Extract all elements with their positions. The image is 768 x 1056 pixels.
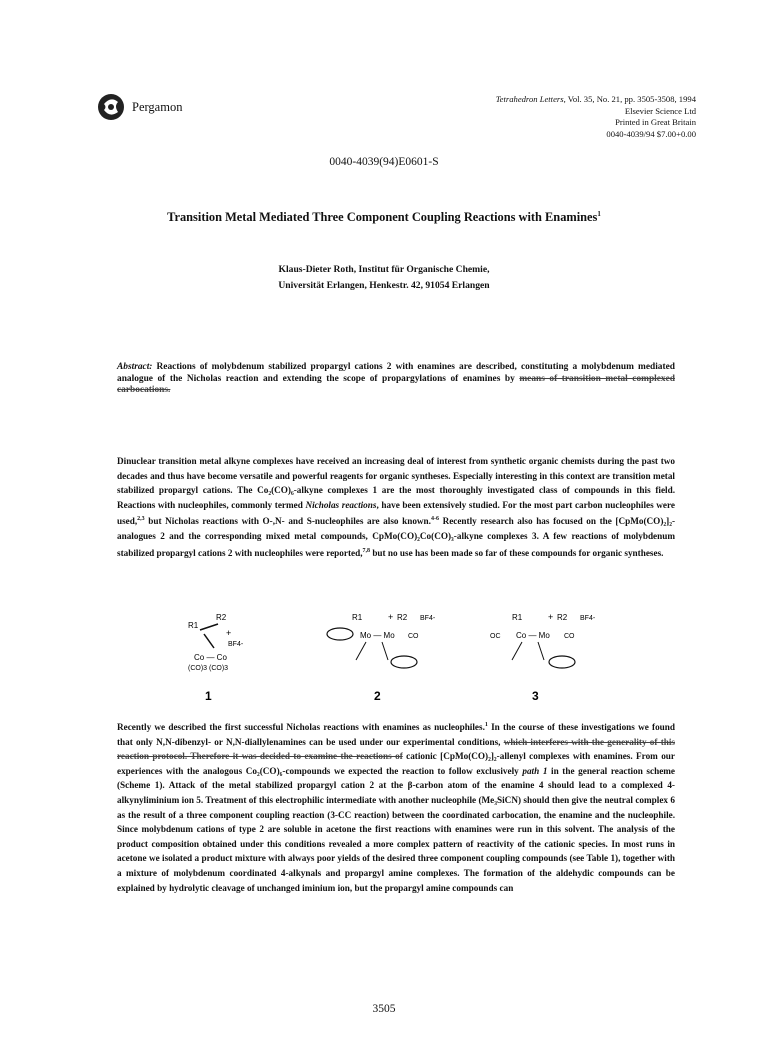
p1-text-b: , have been extensively studied. For the most part carbon nucleophiles were used,: [117, 499, 675, 527]
s1-co-ligands: (CO)3 (CO)3: [188, 665, 229, 672]
printed-line: Printed in Great Britain: [615, 117, 696, 127]
p1-nicholas-term: Nicholas reactions: [305, 499, 377, 510]
p1-ref-1: 2,3: [137, 516, 145, 523]
s2-co-bond-1: [356, 642, 366, 660]
p2-text-d: in the general reaction scheme (Scheme 1). Attack of the metal stabilized propargyl cation 2 at the β-carbon atom of the enamine 4 should lead to a complexed 4-alkynyliminium ion 5. Treatment of this electrophilic intermediate with another nucleophile (Me₃SiCN) should then give the neutral complex 6 as the result of a three component coupling reaction (3-CC reaction) between the coordinated carbocation, the enamine and the nucleophile. Since molybdenum cations of type 2 are soluble in acetone the first reactions with enamines were run in this solvent. The analysis of the product composition obtained under this conditions revealed a more complex pattern of reactivity of the cationic species. In most runs in acetone we isolated a product mixture with always poor yields of the desired three component coupling compounds (see Table 1), together with a mixture of molybdenum coordinated 4-alkynals and propargyl amine complexes. The formation of the aldehydic compounds can be explained by hydrolytic cleavage of unchanged iminium ion, but the propargyl amine compounds can: [117, 765, 675, 893]
p2-text-b: In the course of these investigations we found that only N,N-dibenzyl- or N,N-diallylenamines can be used under our experimental conditions,: [117, 722, 676, 747]
structure-scheme: [160, 608, 630, 708]
s2-plus: +: [388, 612, 394, 622]
s2-co-bond-2: [382, 642, 388, 660]
s1-bond: [200, 624, 218, 630]
p2-text-c: cationic [CpMo(CO)₂]₂-allenyl complexes with enamines. From our experiences with the analogous Co₂(CO)₆-compounds we expected the reaction to follow exclusively: [117, 751, 675, 776]
page-number: 3505: [372, 1003, 396, 1015]
title-text: Transition Metal Mediated Three Component Coupling Reactions with Enamines: [167, 210, 598, 225]
structure-3: [490, 612, 596, 703]
title-footnote: 1: [597, 210, 601, 218]
s3-r2: R2: [557, 613, 568, 622]
p1-text-d: Recently research also has focused on the [CpMo(CO)₂]₂-analogues 2 and the corresponding mixed metal compounds, CpMo(CO)₂Co(CO)₃-alkyne complexes 3. A few reactions of molybdenum stabilized propargyl cations 2 with nucleophiles were reported,: [117, 516, 676, 558]
author-line-2: Universität Erlangen, Henkestr. 42, 91054 Erlangen: [278, 280, 490, 291]
abstract-label: Abstract:: [117, 362, 153, 372]
p2-path-term: path 1: [522, 765, 548, 776]
price-line: 0040-4039/94 $7.00+0.00: [606, 128, 696, 139]
journal-name: Tetrahedron Letters: [495, 94, 564, 104]
s3-como: Co — Mo: [516, 631, 550, 640]
s2-cp-left-icon: [327, 628, 353, 640]
s1-number: 1: [205, 689, 212, 703]
s3-co-bond-2: [538, 642, 544, 660]
p1-text-c: but Nicholas reactions with O-,N- and S-nucleophiles are also known.: [144, 516, 431, 527]
s1-plus: +: [226, 628, 232, 638]
s2-r1: R1: [352, 613, 363, 622]
author-line-1: Klaus-Dieter Roth, Institut für Organische Chemie,: [278, 264, 490, 275]
s2-momo: Mo — Mo: [360, 631, 395, 640]
s3-anion: BF4-: [580, 615, 596, 622]
s3-r1: R1: [512, 613, 523, 622]
s3-number: 3: [532, 689, 539, 703]
paragraph-1: [117, 454, 675, 560]
p1-text-e: but no use has been made so far of these compounds for organic syntheses.: [370, 547, 664, 558]
journal-info: [496, 94, 696, 140]
paragraph-2: [117, 718, 675, 895]
s2-anion: BF4-: [420, 615, 436, 622]
s3-cp-icon: [549, 656, 575, 668]
p1-ref-2: 4-6: [430, 516, 439, 523]
abstract: [117, 362, 675, 397]
pergamon-logo-icon: [96, 92, 126, 122]
p2-text-a: Recently we described the first successful Nicholas reactions with enamines as nucleophiles.: [117, 722, 485, 733]
s3-oc: OC: [490, 633, 501, 640]
structure-2: [327, 612, 436, 703]
s1-alkyne: [204, 634, 214, 648]
structure-1: [188, 613, 244, 703]
doi-line: 0040-4039(94)E0601-S: [329, 156, 439, 168]
p1-ref-3: 7,8: [362, 547, 371, 554]
structures-svg: [160, 608, 630, 708]
s3-co: CO: [564, 633, 575, 640]
s2-cp-right-icon: [391, 656, 417, 668]
s3-co-bond-1: [512, 642, 522, 660]
journal-volume: , Vol. 35, No. 21, pp. 3505-3508, 1994: [563, 94, 696, 104]
paper-title: [60, 210, 708, 225]
p1-text-a: Dinuclear transition metal alkyne complexes have received an increasing deal of interest from synthetic organic chemists during the past two decades and thus have become versatile and powerful reagents for organic syntheses. Especially interesting in this context are transition metal stabilized propargyl cations. The Co₂(CO)₆-alkyne complexes 1 are the most thoroughly investigated class of compounds in this field. Reactions with nucleophiles, commonly termed: [117, 456, 675, 510]
abstract-struck-text: means of transition metal complexed carbocations.: [117, 373, 675, 395]
publisher-name: Pergamon: [132, 99, 183, 114]
s1-coco: Co — Co: [194, 653, 227, 662]
p2-ref-1: 1: [484, 722, 488, 728]
s1-r2: R2: [216, 613, 227, 622]
s2-r2: R2: [397, 613, 408, 622]
s1-anion: BF4-: [228, 641, 244, 648]
authors-block: [0, 262, 768, 294]
s3-plus: +: [548, 612, 554, 622]
s1-r1: R1: [188, 621, 199, 630]
publisher-line: Elsevier Science Ltd: [624, 105, 696, 116]
publisher-block: [96, 92, 182, 122]
p2-struck-text: which interferes with the generality of this reaction protocol. Therefore it was decided to examine the reactions of: [117, 736, 675, 762]
s2-number: 2: [374, 689, 381, 703]
s2-co: CO: [408, 633, 419, 640]
abstract-text: Reactions of molybdenum stabilized propargyl cations 2 with enamines are described, constituting a molybdenum mediated analogue of the Nicholas reaction and extending the scope of propargylations of enamines by: [117, 362, 675, 384]
